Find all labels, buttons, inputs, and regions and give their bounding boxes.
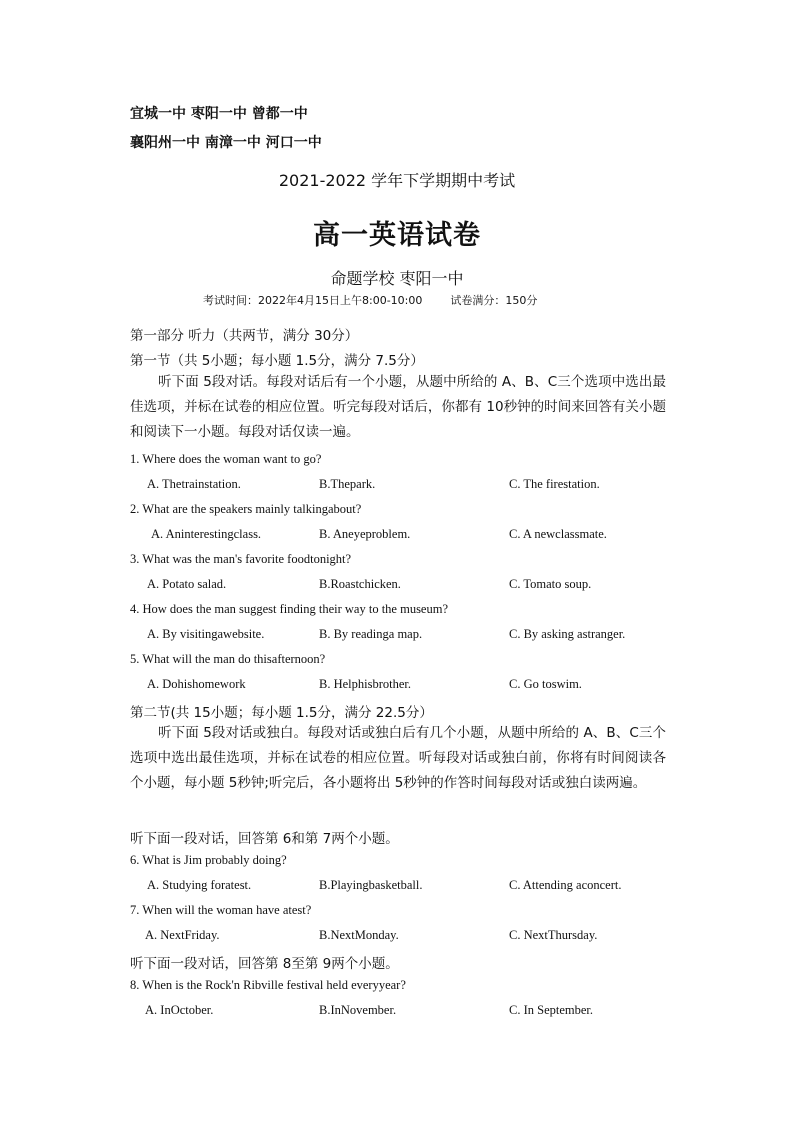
section1-instructions: 听下面 5段对话。每段对话后有一个小题，从题中所给的 A、B、C三个选项中选出最佳选项，并标在试卷的相应位置。听完每段对话后，你都有 10秒钟的时间来回答有关小题和阅读下一小题。每段对话仅读一遍。 (130, 374, 666, 440)
q2-option-c: C. A newclassmate. (509, 527, 607, 541)
exam-info (203, 292, 537, 308)
q3-option-a: A. Potato salad. (147, 577, 227, 591)
question-3: 3. What was the man's favorite foodtonight? (130, 552, 352, 566)
q6-option-c: C. Attending aconcert. (509, 878, 622, 892)
question-8: 8. When is the Rock'n Ribville festival held everyyear? (130, 978, 406, 992)
q6-option-b: B.Playingbasketball. (319, 878, 423, 892)
q4-option-c: C. By asking astranger. (509, 627, 626, 641)
q5-option-b: B. Helphisbrother. (319, 677, 412, 691)
q1-option-c: C. The firestation. (509, 477, 600, 491)
q1-option-a: A. Thetrainstation. (147, 477, 241, 491)
question-2: 2. What are the speakers mainly talkingabout? (130, 502, 362, 516)
question-5: 5. What will the man do thisafternoon? (130, 652, 326, 666)
q8-option-a: A. InOctober. (145, 1003, 214, 1017)
q5-option-c: C. Go toswim. (509, 677, 582, 691)
question-7: 7. When will the woman have atest? (130, 903, 312, 917)
prompt-q6-q7: 听下面一段对话，回答第 6和第 7两个小题。 (130, 831, 399, 847)
full-score: 试卷满分：150分 (450, 294, 538, 307)
q8-option-b: B.InNovember. (319, 1003, 397, 1017)
q7-option-a: A. NextFriday. (145, 928, 220, 942)
section2-heading: 第二节(共 15小题；每小题 1.5分，满分 22.5分） (130, 705, 433, 721)
q6-option-a: A. Studying foratest. (147, 878, 252, 892)
section2-instructions: 听下面 5段对话或独白。每段对话或独白后有几个小题，从题中所给的 A、B、C三个选项中选出最佳选项，并标在试卷的相应位置。听每段对话或独白前，你将有时间阅读各个小题，每小题 5秒钟;听完后，各小题将出 5秒钟的作答时间每段对话或独白读两遍。 (130, 725, 666, 791)
prompt-q8-q9: 听下面一段对话，回答第 8至第 9两个小题。 (130, 956, 399, 972)
q4-option-a: A. By visitingawebsite. (147, 627, 265, 641)
exam-time: 考试时间：2022年4月15日上午8:00-10:00 (203, 294, 423, 307)
proposer-school: 命题学校 枣阳一中 (330, 269, 464, 288)
q8-option-c: C. In September. (509, 1003, 594, 1017)
question-1: 1. Where does the woman want to go? (130, 452, 322, 466)
q4-option-b: B. By readinga map. (319, 627, 423, 641)
q1-option-b: B.Thepark. (319, 477, 376, 491)
part1-heading: 第一部分 听力（共两节，满分 30分） (130, 328, 359, 344)
q3-option-b: B.Roastchicken. (319, 577, 401, 591)
q2-option-a: A. Aninterestingclass. (151, 527, 262, 541)
question-4: 4. How does the man suggest finding their way to the museum? (130, 602, 448, 616)
q3-option-c: C. Tomato soup. (509, 577, 592, 591)
section1-heading: 第一节（共 5小题；每小题 1.5分，满分 7.5分） (130, 353, 424, 369)
q7-option-c: C. NextThursday. (509, 928, 598, 942)
schools-line-1: 宜城一中 枣阳一中 曾都一中 (130, 106, 308, 122)
q2-option-b: B. Aneyeproblem. (319, 527, 411, 541)
q7-option-b: B.NextMonday. (319, 928, 399, 942)
q5-option-a: A. Dohishomework (147, 677, 246, 691)
schools-line-2: 襄阳州一中 南漳一中 河口一中 (130, 135, 322, 151)
exam-term: 2021-2022 学年下学期期中考试 (278, 171, 516, 190)
page-title: 高一英语试卷 (313, 220, 481, 251)
question-6: 6. What is Jim probably doing? (130, 853, 287, 867)
